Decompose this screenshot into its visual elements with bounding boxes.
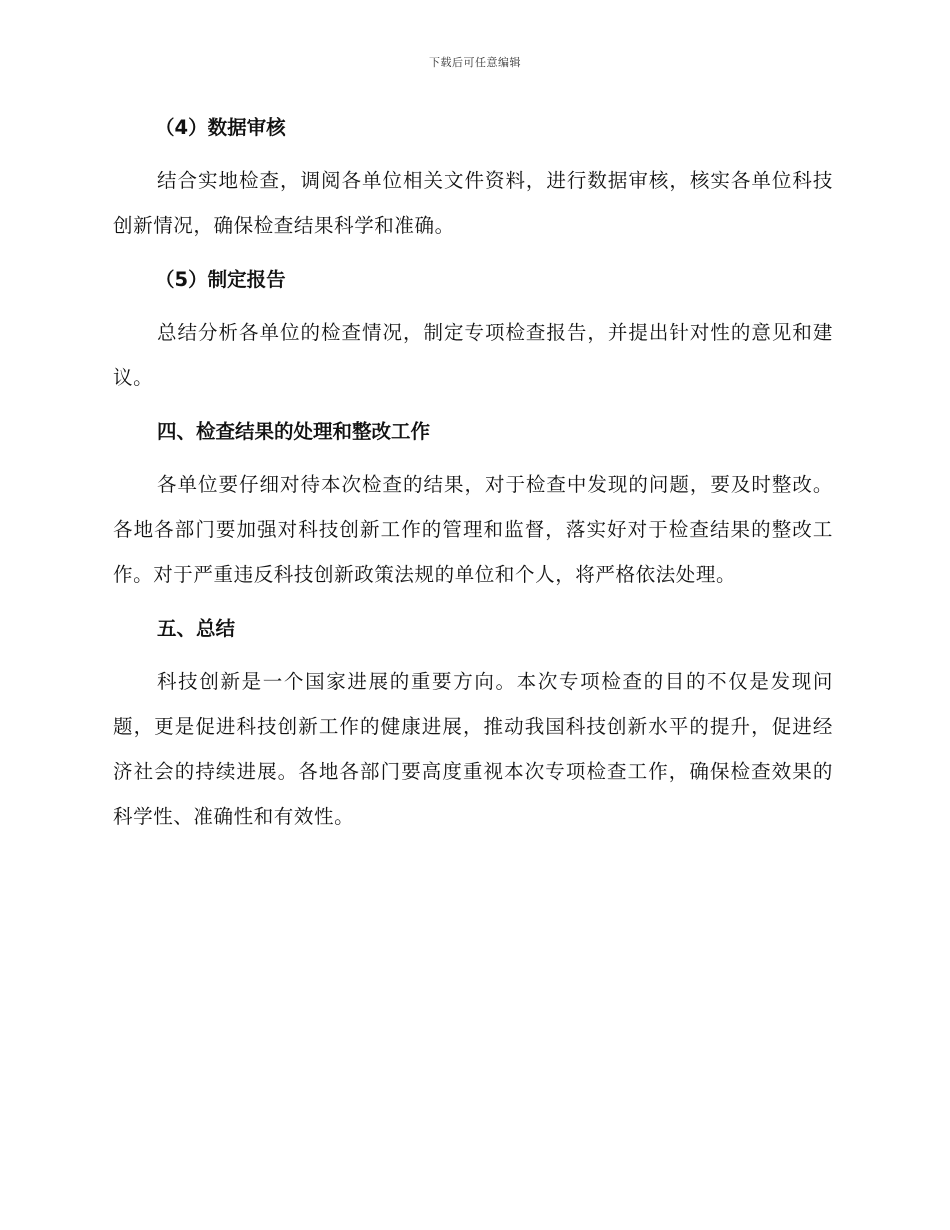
section-heading-rectification: 四、检查结果的处理和整改工作 [157, 420, 431, 443]
document-body [113, 108, 833, 839]
paragraph-report: 总结分析各单位的检查情况，制定专项检查报告，并提出针对性的意见和建议。 [113, 321, 833, 389]
paragraph-data-review: 结合实地检查，调阅各单位相关文件资料，进行数据审核，核实各单位科技创新情况，确保检查结果科学和准确。 [113, 169, 833, 237]
running-header: 下载后可任意编辑 [429, 56, 521, 69]
section-heading-report: （5）制定报告 [155, 268, 286, 291]
paragraph-summary: 科技创新是一个国家进展的重要方向。本次专项检查的目的不仅是发现问题，更是促进科技创新工作的健康进展，推动我国科技创新水平的提升，促进经济社会的持续进展。各地各部门要高度重视本次专项检查工作，确保检查效果的科学性、准确性和有效性。 [113, 670, 833, 828]
section-heading-summary: 五、总结 [157, 617, 236, 640]
section-heading-data-review: （4）数据审核 [155, 116, 286, 139]
paragraph-rectification: 各单位要仔细对待本次检查的结果，对于检查中发现的问题，要及时整改。各地各部门要加强对科技创新工作的管理和监督，落实好对于检查结果的整改工作。对于严重违反科技创新政策法规的单位和个人，将严格依法处理。 [113, 473, 833, 586]
